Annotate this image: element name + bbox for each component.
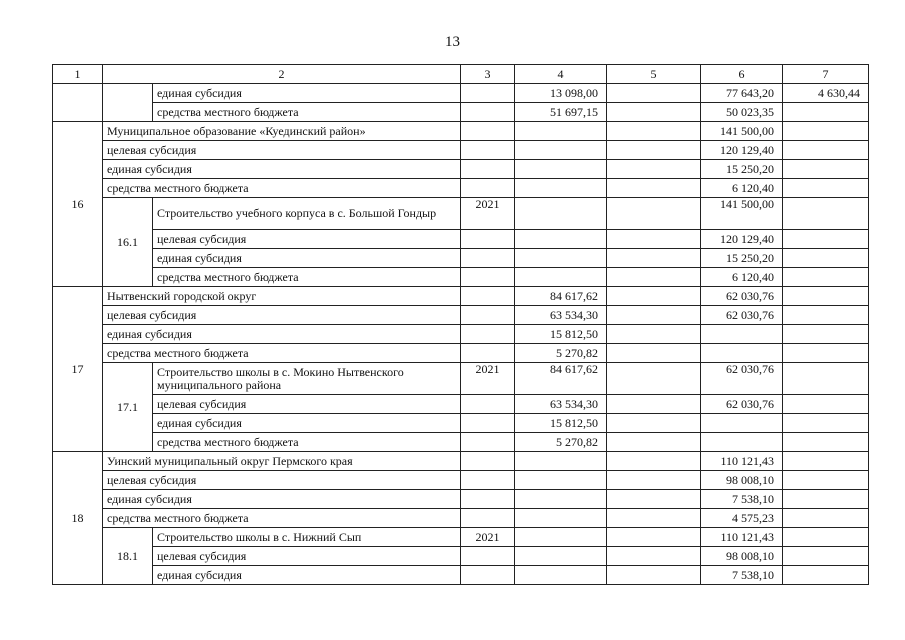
table-row — [53, 141, 869, 160]
col6-value: 7 538,10 — [701, 566, 783, 585]
table-row — [53, 528, 869, 547]
table-row — [53, 198, 869, 230]
project-year: 2021 — [461, 198, 515, 230]
row-label: средства местного бюджета — [103, 344, 461, 363]
col6-value: 110 121,43 — [701, 528, 783, 547]
row-label: целевая субсидия — [103, 141, 461, 160]
row-label: единая субсидия — [103, 160, 461, 179]
col6-value: 98 008,10 — [701, 547, 783, 566]
table-row — [53, 268, 869, 287]
subsection-number: 16.1 — [103, 198, 153, 287]
table-row — [53, 433, 869, 452]
col4-value: 84 617,62 — [515, 287, 607, 306]
col-header-7: 7 — [783, 65, 869, 84]
row-label: единая субсидия — [153, 249, 461, 268]
col-header-4: 4 — [515, 65, 607, 84]
col4-value: 63 534,30 — [515, 306, 607, 325]
page-number: 13 — [445, 34, 460, 50]
col4-value: 15 812,50 — [515, 414, 607, 433]
row-label: единая субсидия — [153, 84, 461, 103]
row-label: единая субсидия — [153, 414, 461, 433]
col4-value: 51 697,15 — [515, 103, 607, 122]
budget-table — [52, 64, 869, 585]
header-row — [53, 65, 869, 84]
col-header-5: 5 — [607, 65, 701, 84]
row-label: единая субсидия — [103, 490, 461, 509]
col6-value: 62 030,76 — [701, 287, 783, 306]
project-title: Строительство школы в с. Нижний Сып — [153, 528, 461, 547]
project-title: Строительство школы в с. Мокино Нытвенского муниципального района — [153, 363, 461, 395]
col6-value: 62 030,76 — [701, 395, 783, 414]
col6-value: 62 030,76 — [701, 306, 783, 325]
col6-value: 120 129,40 — [701, 230, 783, 249]
project-title: Строительство учебного корпуса в с. Большой Гондыр — [153, 198, 461, 230]
col4-value: 84 617,62 — [515, 363, 607, 395]
table-row — [53, 344, 869, 363]
row-label: средства местного бюджета — [153, 268, 461, 287]
col6-value: 6 120,40 — [701, 179, 783, 198]
col6-value: 62 030,76 — [701, 363, 783, 395]
table-row — [53, 325, 869, 344]
col7-value: 4 630,44 — [783, 84, 869, 103]
table-row — [53, 471, 869, 490]
cont-num-cell — [53, 84, 103, 122]
table-row — [53, 509, 869, 528]
col-header-2: 2 — [103, 65, 461, 84]
row-label: единая субсидия — [153, 566, 461, 585]
table-row — [53, 249, 869, 268]
row-label: целевая субсидия — [153, 230, 461, 249]
row-label: целевая субсидия — [103, 471, 461, 490]
table-row — [53, 452, 869, 471]
row-label: средства местного бюджета — [153, 103, 461, 122]
col6-value: 141 500,00 — [701, 198, 783, 230]
row-label: целевая субсидия — [103, 306, 461, 325]
table-row — [53, 566, 869, 585]
table-row — [53, 287, 869, 306]
table-row — [53, 179, 869, 198]
col-header-1: 1 — [53, 65, 103, 84]
col4-value: 15 812,50 — [515, 325, 607, 344]
table-row — [53, 490, 869, 509]
col6-value: 77 643,20 — [701, 84, 783, 103]
row-label: средства местного бюджета — [103, 509, 461, 528]
col6-value: 98 008,10 — [701, 471, 783, 490]
row-label: целевая субсидия — [153, 395, 461, 414]
municipality-title: Муниципальное образование «Куединский район» — [103, 122, 461, 141]
municipality-title: Нытвенский городской округ — [103, 287, 461, 306]
col4-value: 63 534,30 — [515, 395, 607, 414]
col4-value: 13 098,00 — [515, 84, 607, 103]
row-number: 18 — [53, 452, 103, 585]
col6-value: 15 250,20 — [701, 249, 783, 268]
table-row — [53, 414, 869, 433]
table-row — [53, 230, 869, 249]
col6-value: 6 120,40 — [701, 268, 783, 287]
col6-value: 15 250,20 — [701, 160, 783, 179]
row-number: 16 — [53, 122, 103, 287]
table-row — [53, 122, 869, 141]
project-year: 2021 — [461, 363, 515, 395]
municipality-title: Уинский муниципальный округ Пермского края — [103, 452, 461, 471]
col4-value: 5 270,82 — [515, 433, 607, 452]
table-row — [53, 160, 869, 179]
col6-value: 110 121,43 — [701, 452, 783, 471]
subsection-number: 18.1 — [103, 528, 153, 585]
row-label: средства местного бюджета — [153, 433, 461, 452]
subsection-number: 17.1 — [103, 363, 153, 452]
col-header-6: 6 — [701, 65, 783, 84]
project-year: 2021 — [461, 528, 515, 547]
table-row — [53, 84, 869, 103]
col-header-3: 3 — [461, 65, 515, 84]
col4-value: 5 270,82 — [515, 344, 607, 363]
row-label: единая субсидия — [103, 325, 461, 344]
row-number: 17 — [53, 287, 103, 452]
row-label: целевая субсидия — [153, 547, 461, 566]
col6-value: 141 500,00 — [701, 122, 783, 141]
row-label: средства местного бюджета — [103, 179, 461, 198]
table-row — [53, 306, 869, 325]
table-row — [53, 103, 869, 122]
col6-value: 120 129,40 — [701, 141, 783, 160]
table-row — [53, 547, 869, 566]
col6-value: 4 575,23 — [701, 509, 783, 528]
col6-value: 50 023,35 — [701, 103, 783, 122]
col6-value: 7 538,10 — [701, 490, 783, 509]
table-row — [53, 395, 869, 414]
cont-sub-cell — [103, 84, 153, 122]
table-row — [53, 363, 869, 395]
